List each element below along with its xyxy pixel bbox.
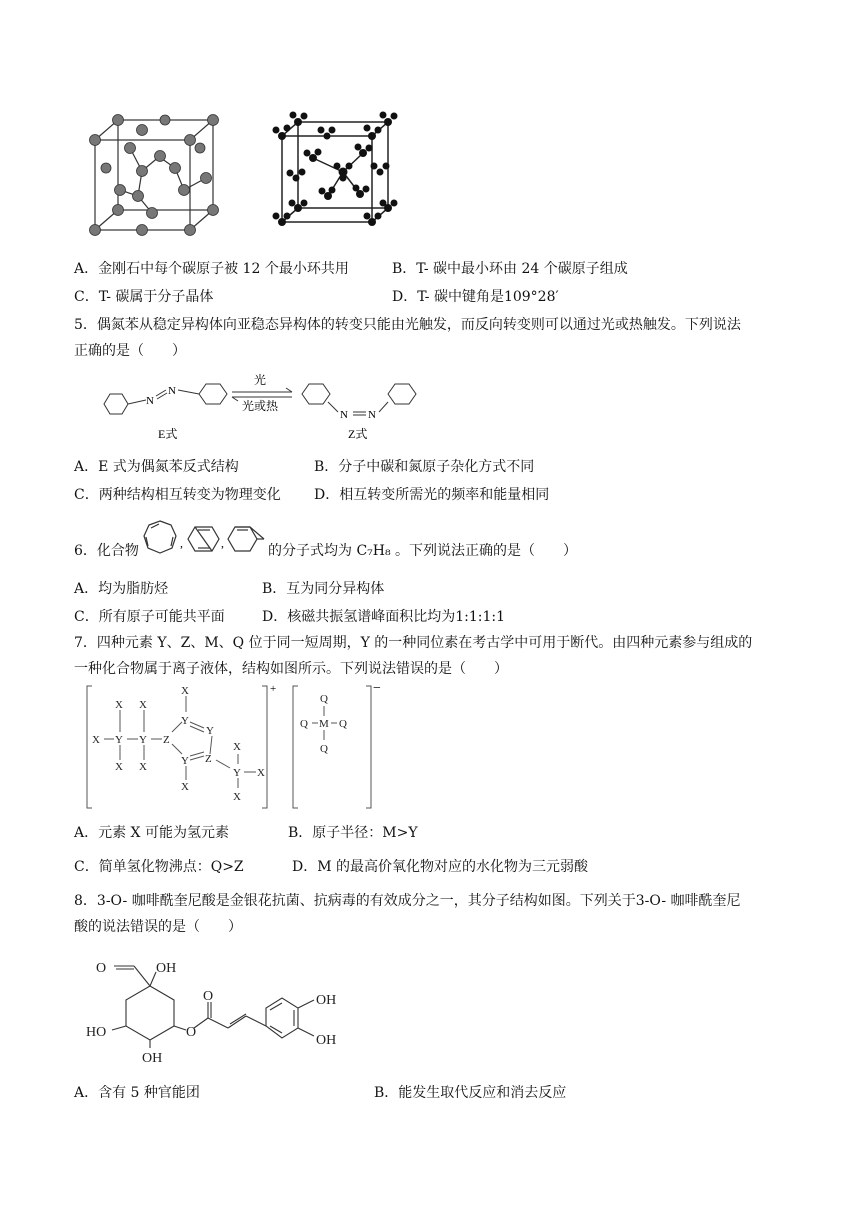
atom-x: X bbox=[181, 685, 189, 697]
atom-x: X bbox=[233, 791, 241, 803]
q4-option-d: D．T- 碳中键角是109°28′ bbox=[392, 289, 559, 305]
q4-option-a: A．金刚石中每个碳原子被 12 个最小环共用 bbox=[74, 261, 349, 277]
q6-option-c: C．所有原子可能共平面 bbox=[74, 609, 225, 625]
atom-oh: OH bbox=[156, 961, 177, 976]
q8-option-a: A．含有 5 种官能团 bbox=[74, 1085, 200, 1101]
cation-charge: + bbox=[270, 683, 277, 695]
q7-stem-line2: 一种化合物属于离子液体，结构如图所示。下列说法错误的是（ ） bbox=[74, 661, 508, 677]
q5-option-a: A．E 式为偶氮苯反式结构 bbox=[74, 459, 239, 475]
atom-z: Z bbox=[205, 753, 212, 765]
e-n-atom-1: N bbox=[146, 395, 154, 407]
q4-option-c: C．T- 碳属于分子晶体 bbox=[74, 289, 214, 305]
q7-option-b: B．原子半径：M>Y bbox=[288, 825, 418, 841]
q8-option-b: B．能发生取代反应和消去反应 bbox=[374, 1085, 567, 1101]
q6-stem-prefix: 6．化合物 bbox=[74, 543, 139, 559]
q5-stem-line2: 正确的是（ ） bbox=[74, 343, 186, 359]
atom-o: O bbox=[186, 1025, 197, 1040]
atom-x: X bbox=[181, 781, 189, 793]
t-carbon-unit-cell-figure bbox=[268, 108, 418, 228]
atom-oh: OH bbox=[316, 993, 337, 1008]
q7-stem-line1: 7．四种元素 Y、Z、M、Q 位于同一短周期，Y 的一种同位素在考古学中可用于断代。由四种元素参与组成的 bbox=[74, 635, 753, 651]
azobenzene-isomerization-figure bbox=[96, 366, 436, 446]
z-n-atom-1: N bbox=[340, 409, 348, 421]
comma-separator-2: , bbox=[221, 536, 224, 550]
arrow-label-light: 光 bbox=[254, 373, 267, 387]
atom-z: Z bbox=[163, 734, 170, 746]
comma-separator-1: , bbox=[180, 536, 183, 550]
atom-y: Y bbox=[181, 715, 189, 727]
atom-x: X bbox=[233, 741, 241, 753]
atom-oh: OH bbox=[142, 1051, 163, 1066]
atom-y: Y bbox=[139, 734, 147, 746]
atom-q: Q bbox=[320, 693, 328, 705]
atom-y: Y bbox=[115, 734, 123, 746]
q6-option-a: A．均为脂肪烃 bbox=[74, 581, 169, 597]
q5-stem-line1: 5．偶氮苯从稳定异构体向亚稳态异构体的转变只能由光触发，而反向转变则可以通过光或热触发。下列说法 bbox=[74, 317, 741, 333]
anion-charge: − bbox=[373, 682, 381, 696]
diamond-unit-cell-figure bbox=[80, 108, 230, 243]
atom-y: Y bbox=[233, 767, 241, 779]
e-isomer-label: E式 bbox=[158, 427, 178, 441]
z-n-atom-2: N bbox=[368, 409, 376, 421]
q5-option-d: D．相互转变所需光的频率和能量相同 bbox=[314, 487, 550, 503]
q5-option-b: B．分子中碳和氮原子杂化方式不同 bbox=[314, 459, 535, 475]
atom-x: X bbox=[115, 699, 123, 711]
atom-q: Q bbox=[300, 718, 308, 730]
c7h8-isomers-figure bbox=[140, 515, 265, 565]
q5-option-c: C．两种结构相互转变为物理变化 bbox=[74, 487, 281, 503]
atom-m: M bbox=[319, 718, 329, 730]
atom-o: O bbox=[96, 961, 107, 976]
atom-y: Y bbox=[206, 725, 214, 737]
q8-stem-line1: 8．3-O- 咖啡酰奎尼酸是金银花抗菌、抗病毒的有效成分之一，其分子结构如图。下列关于3-O- 咖啡酰奎尼 bbox=[74, 893, 741, 909]
q4-option-b: B．T- 碳中最小环由 24 个碳原子组成 bbox=[392, 261, 628, 277]
atom-oh: OH bbox=[316, 1033, 337, 1048]
arrow-label-light-or-heat: 光或热 bbox=[242, 399, 279, 413]
atom-q: Q bbox=[320, 743, 328, 755]
atom-x: X bbox=[139, 699, 147, 711]
q7-option-a: A．元素 X 可能为氢元素 bbox=[74, 825, 229, 841]
q6-option-b: B．互为同分异构体 bbox=[262, 581, 385, 597]
atom-o: O bbox=[203, 989, 214, 1004]
ionic-liquid-structure-figure bbox=[84, 682, 384, 812]
atom-q: Q bbox=[339, 718, 347, 730]
atom-x: X bbox=[92, 734, 100, 746]
atom-x: X bbox=[257, 767, 265, 779]
atom-ho: HO bbox=[86, 1025, 107, 1040]
caffeoylquinic-acid-structure-figure bbox=[82, 948, 372, 1074]
q8-stem-line2: 酸的说法错误的是（ ） bbox=[74, 919, 242, 935]
atom-x: X bbox=[115, 761, 123, 773]
atom-y: Y bbox=[181, 755, 189, 767]
q7-option-d: D．M 的最高价氧化物对应的水化物为三元弱酸 bbox=[292, 859, 589, 875]
e-n-atom-2: N bbox=[168, 385, 176, 397]
q6-stem-suffix: 的分子式均为 C₇H₈ 。下列说法正确的是（ ） bbox=[268, 543, 578, 559]
atom-x: X bbox=[139, 761, 147, 773]
q6-option-d: D．核磁共振氢谱峰面积比均为1:1:1:1 bbox=[262, 609, 506, 625]
z-isomer-label: Z式 bbox=[348, 427, 368, 441]
q7-option-c: C．简单氢化物沸点：Q>Z bbox=[74, 859, 244, 875]
